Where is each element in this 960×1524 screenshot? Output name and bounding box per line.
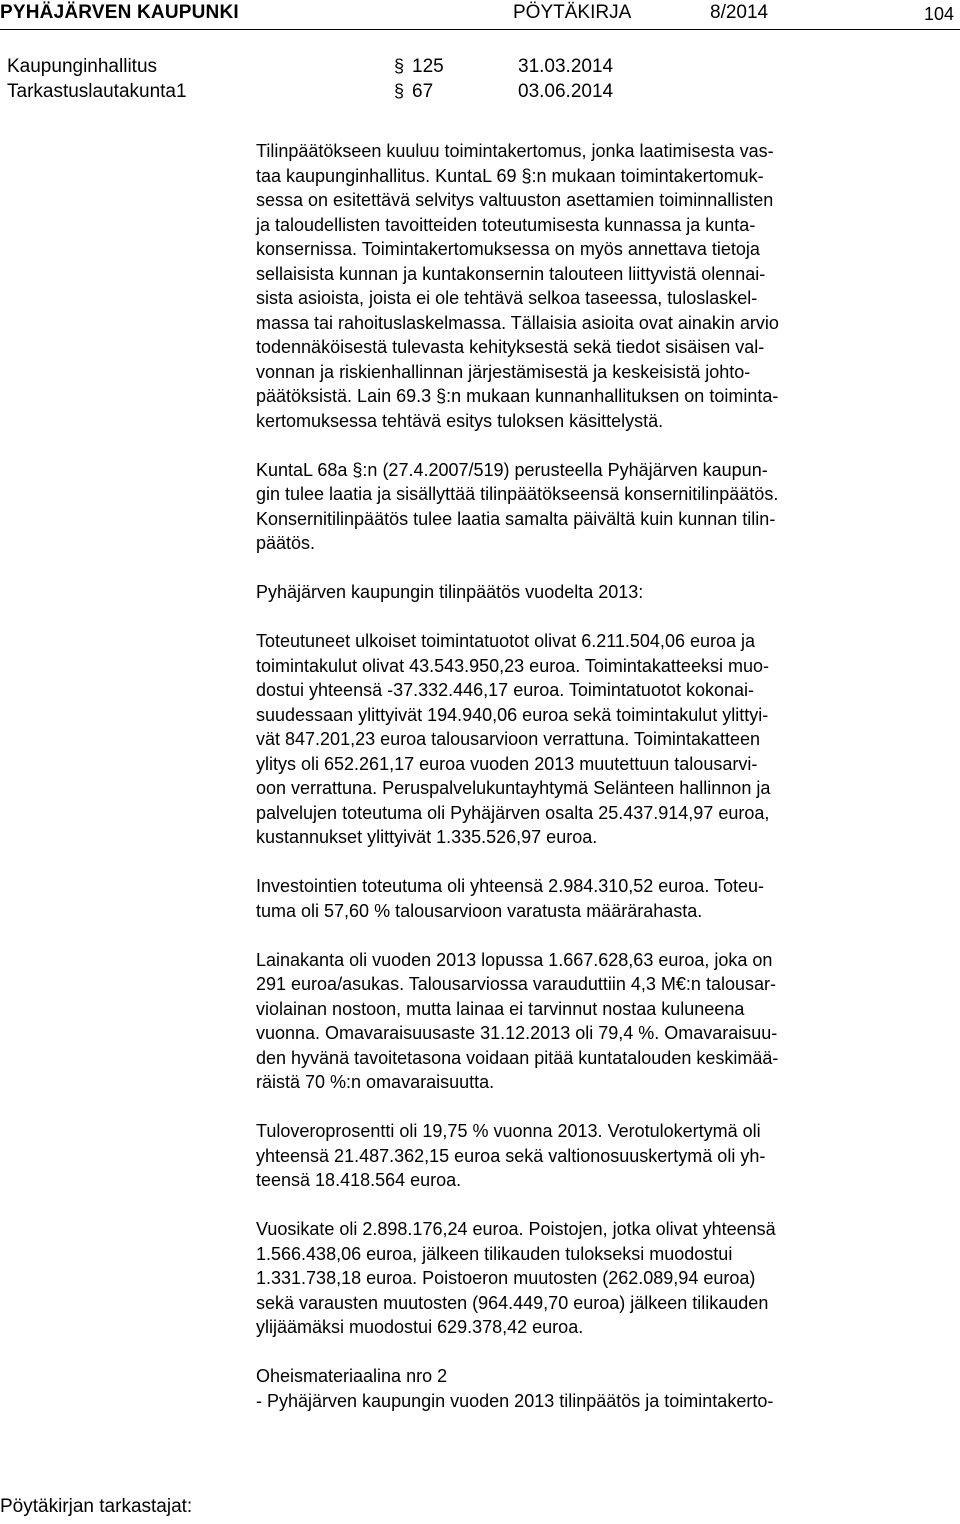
paragraph-line: Tilinpäätökseen kuuluu toimintakertomus, jonka laatimisesta vas-	[256, 141, 774, 161]
paragraph-line: sellaisista kunnan ja kuntakonsernin talouteen liittyvistä olennai-	[256, 263, 766, 284]
paragraph-line: ylijäämäksi muodostui 629.378,42 euroa.	[256, 1317, 584, 1337]
paragraph-line: Toteutuneet ulkoiset toimintatuotot olivat 6.211.504,06 euroa ja	[256, 631, 756, 651]
body-paragraph	[256, 629, 868, 850]
body-paragraph	[256, 948, 868, 1095]
paragraph-line: 1.331.738,18 euroa. Poistoeron muutosten (262.089,94 euroa)	[256, 1268, 756, 1288]
reference-body: Tarkastuslautakunta1	[7, 81, 187, 102]
reference-body: Kaupunginhallitus	[7, 56, 158, 77]
municipality-name: PYHÄJÄRVEN KAUPUNKI	[0, 2, 239, 23]
paragraph-line: todennäköisestä tulevasta kehityksestä sekä tiedot sisäisen val-	[256, 337, 765, 357]
body-paragraph	[256, 1119, 868, 1193]
reference-number: 125	[412, 56, 444, 77]
paragraph-line: gin tulee laatia ja sisällyttää tilinpäätökseensä konsernitilinpäätös.	[256, 484, 779, 504]
paragraph-line: tuma oli 57,60 % talousarvioon varatusta määrärahasta.	[256, 900, 703, 921]
paragraph-line: - Pyhäjärven kaupungin vuoden 2013 tilinpäätös ja toimintakerto-	[256, 1390, 774, 1411]
minutes-body	[256, 139, 868, 1413]
paragraph-line: sessa on esitettävä selvitys valtuuston asettamien toiminnallisten	[256, 190, 774, 210]
paragraph-line: violainan nostoon, mutta lainaa ei tarvinnut nostaa kuluneena	[256, 998, 745, 1019]
body-paragraph	[256, 458, 868, 556]
paragraph-line: ja taloudellisten tavoitteiden toteutumisesta kunnassa ja kunta-	[256, 214, 756, 235]
section-sign: §	[394, 81, 405, 101]
minutes-reviewers-label: Pöytäkirjan tarkastajat:	[0, 1496, 193, 1517]
paragraph-line: 1.566.438,06 euroa, jälkeen tilikauden tulokseksi muodostui	[256, 1243, 733, 1264]
paragraph-line: sista asioista, joista ei ole tehtävä selkoa taseessa, tuloslaskel-	[256, 288, 758, 308]
page-number: 104	[924, 4, 955, 24]
paragraph-line: Pyhäjärven kaupungin tilinpäätös vuodelta 2013:	[256, 582, 644, 602]
paragraph-line: palvelujen toteutuma oli Pyhäjärven osalta 25.437.914,97 euroa,	[256, 802, 770, 823]
reference-date: 31.03.2014	[518, 56, 614, 77]
paragraph-line: ylitys oli 652.261,17 euroa vuoden 2013 muutettuun talousarvi-	[256, 753, 758, 774]
body-paragraph	[256, 1217, 868, 1340]
paragraph-line: massa tai rahoituslaskelmassa. Tällaisia asioita ovat ainakin arvio	[256, 312, 779, 333]
paragraph-line: KuntaL 68a §:n (27.4.2007/519) perusteella Pyhäjärven kaupun-	[256, 459, 768, 480]
document-type: PÖYTÄKIRJA	[513, 2, 632, 23]
paragraph-line: päätöksistä. Lain 69.3 §:n mukaan kunnanhallituksen on toiminta-	[256, 386, 779, 406]
paragraph-line: sekä varausten muutosten (964.449,70 euroa) jälkeen tilikauden	[256, 1292, 769, 1313]
reference-number: 67	[412, 81, 434, 102]
paragraph-line: dostui yhteensä -37.332.446,17 euroa. Toimintatuotot kokonai-	[256, 680, 755, 700]
paragraph-line: vät 847.201,23 euroa talousarvioon verrattuna. Toimintakatteen	[256, 729, 760, 749]
page-header	[0, 0, 960, 28]
body-paragraph	[256, 580, 868, 605]
paragraph-line: Lainakanta oli vuoden 2013 lopussa 1.667.628,63 euroa, joka on	[256, 949, 773, 970]
paragraph-line: Oheismateriaalina nro 2	[256, 1366, 448, 1386]
paragraph-line: suudessaan ylittyivät 194.940,06 euroa sekä toimintakulut ylittyi-	[256, 704, 769, 725]
paragraph-line: toimintakulut olivat 43.543.950,23 euroa. Toimintakatteeksi muo-	[256, 655, 769, 676]
paragraph-line: konsernissa. Toimintakertomuksessa on myös annettava tietoja	[256, 239, 760, 259]
reference-date: 03.06.2014	[518, 81, 614, 102]
paragraph-line: 291 euroa/asukas. Talousarviossa varauduttiin 4,3 M€:n talousar-	[256, 974, 776, 994]
paragraph-line: Konsernitilinpäätös tulee laatia samalta päivältä kuin kunnan tilin-	[256, 508, 776, 529]
section-sign: §	[394, 56, 405, 76]
paragraph-line: kustannukset ylittyivät 1.335.526,97 euroa.	[256, 827, 598, 847]
paragraph-line: den hyvänä tavoitetasona voidaan pitää kuntatalouden keskimää-	[256, 1047, 779, 1068]
body-paragraph	[256, 874, 868, 923]
paragraph-line: oon verrattuna. Peruspalvelukuntayhtymä Selänteen hallinnon ja	[256, 778, 771, 798]
paragraph-line: Investointien toteutuma oli yhteensä 2.984.310,52 euroa. Toteu-	[256, 876, 765, 896]
paragraph-line: teensä 18.418.564 euroa.	[256, 1170, 462, 1190]
body-paragraph	[256, 139, 868, 433]
paragraph-line: kertomuksessa tehtävä esitys tuloksen käsittelystä.	[256, 410, 664, 431]
paragraph-line: vonnan ja riskienhallinnan järjestämisestä ja keskeisistä johto-	[256, 361, 751, 382]
body-paragraph	[256, 1364, 868, 1413]
paragraph-line: päätös.	[256, 533, 316, 553]
paragraph-line: Tuloveroprosentti oli 19,75 % vuonna 2013. Verotulokertymä oli	[256, 1121, 761, 1141]
header-divider	[0, 29, 960, 30]
paragraph-line: Vuosikate oli 2.898.176,24 euroa. Poistojen, jotka olivat yhteensä	[256, 1219, 776, 1239]
paragraph-line: yhteensä 21.487.362,15 euroa sekä valtionosuuskertymä oli yh-	[256, 1145, 766, 1166]
paragraph-line: taa kaupunginhallitus. KuntaL 69 §:n mukaan toimintakertomuk-	[256, 165, 764, 186]
paragraph-line: räistä 70 %:n omavaraisuutta.	[256, 1072, 495, 1092]
paragraph-line: vuonna. Omavaraisuusaste 31.12.2013 oli 79,4 %. Omavaraisuu-	[256, 1023, 778, 1043]
document-issue: 8/2014	[710, 2, 769, 23]
